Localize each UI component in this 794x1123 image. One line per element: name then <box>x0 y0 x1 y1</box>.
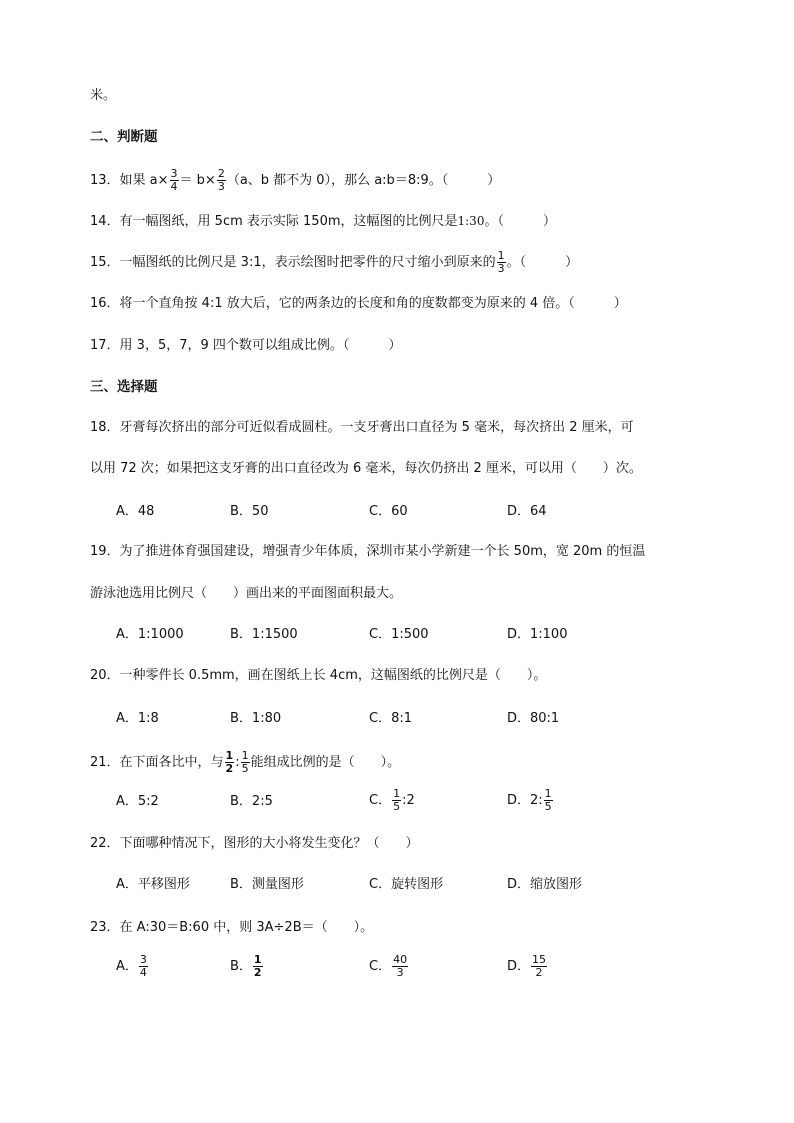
q22-option-d[interactable]: D．缩放图形 <box>507 877 583 892</box>
section-heading-choice: 三、选择题 <box>90 379 158 395</box>
q23-option-a[interactable] <box>116 954 149 979</box>
q21-fraction-1: $\frac{1}{2}$ <box>225 749 234 775</box>
q21-option-d[interactable] <box>507 788 554 813</box>
q13-fraction-2: $\frac{2}{3}$ <box>217 167 225 193</box>
q23-option-c[interactable] <box>369 954 409 979</box>
question-19-line-2: 游泳池选用比例尺（ ）画出来的平面图面积最大。 <box>90 586 403 601</box>
q23-option-c-label: C． <box>369 959 392 974</box>
q23-option-a-label: A． <box>116 959 138 974</box>
q21-option-d-label: D．2: <box>507 793 543 808</box>
q21-colon: : <box>235 755 240 770</box>
q20-option-c[interactable]: C．8:1 <box>369 711 412 726</box>
q21-option-b[interactable]: B．2:5 <box>230 794 273 809</box>
q21-option-d-fraction: $\frac{1}{5}$ <box>544 787 552 813</box>
question-22: 22．下面哪种情况下，图形的大小将发生变化？（ ） <box>90 836 419 851</box>
q14-scale: 1:30 <box>457 214 485 228</box>
q13-text-3: （a、b 都不为 0），那么 a:b＝8:9。（ ） <box>226 173 501 188</box>
q22-option-c[interactable]: C．旋转图形 <box>369 877 444 892</box>
q21-fraction-2: $\frac{1}{5}$ <box>241 749 249 775</box>
question-16: 16．将一个直角按 4:1 放大后，它的两条边的长度和角的度数都变为原来的 4 倍。（ ） <box>90 296 627 311</box>
question-18-line-1: 18．牙膏每次挤出的部分可近似看成圆柱。一支牙膏出口直径为 5 毫米，每次挤出 2 厘米，可 <box>90 420 634 435</box>
q13-text-1: 13．如果 a× <box>90 173 169 188</box>
question-18-line-2: 以用 72 次；如果把这支牙膏的出口直径改为 6 毫米，每次仍挤出 2 厘米，可以用（ ）次。 <box>90 461 642 476</box>
q19-option-d[interactable]: D．1:100 <box>507 627 568 642</box>
q23-option-b-fraction: $\frac{1}{2}$ <box>253 953 262 979</box>
q18-option-b[interactable]: B．50 <box>230 504 269 519</box>
q18-option-a[interactable]: A．48 <box>116 504 155 519</box>
q23-option-d-label: D． <box>507 959 531 974</box>
q21-option-c-label: C． <box>369 793 392 808</box>
q14-text-2: 。（ ） <box>484 214 556 229</box>
q20-option-a[interactable]: A．1:8 <box>116 711 159 726</box>
q23-option-d-fraction: $\frac{15}{2}$ <box>532 953 547 979</box>
top-fragment: 米。 <box>90 88 117 103</box>
q19-option-a[interactable]: A．1:1000 <box>116 627 184 642</box>
q18-option-d[interactable]: D．64 <box>507 504 547 519</box>
q15-text-1: 15．一幅图纸的比例尺是 3:1，表示绘图时把零件的尺寸缩小到原来的 <box>90 255 496 270</box>
q23-option-b-label: B． <box>230 959 252 974</box>
q18-option-c[interactable]: C．60 <box>369 504 408 519</box>
question-19-line-1: 19．为了推进体育强国建设，增强青少年体质，深圳市某小学新建一个长 50m，宽 20m 的恒温 <box>90 544 646 559</box>
q13-fraction-1: $\frac{3}{4}$ <box>170 167 178 193</box>
section-heading-judgement: 二、判断题 <box>90 129 158 145</box>
q14-text-1: 14．有一幅图纸，用 5cm 表示实际 150m，这幅图的比例尺是 <box>90 214 458 229</box>
q15-text-2: 。（ ） <box>506 255 579 270</box>
question-14 <box>90 211 556 232</box>
question-17: 17．用 3，5，7，9 四个数可以组成比例。（ ） <box>90 338 402 353</box>
q21-option-c-tail: :2 <box>402 793 415 808</box>
question-23: 23．在 A:30＝B:60 中，则 3A÷2B＝（ ）。 <box>90 920 374 935</box>
q19-option-b[interactable]: B．1:1500 <box>230 627 298 642</box>
q22-option-b[interactable]: B．测量图形 <box>230 877 304 892</box>
q23-option-d[interactable] <box>507 954 548 979</box>
question-21 <box>90 750 400 775</box>
q21-text-1: 21．在下面各比中，与 <box>90 755 224 770</box>
q22-option-a[interactable]: A．平移图形 <box>116 877 190 892</box>
q21-option-c-fraction: $\frac{1}{5}$ <box>393 787 401 813</box>
q13-text-2: ＝ b× <box>179 173 216 188</box>
q19-option-c[interactable]: C．1:500 <box>369 627 429 642</box>
question-20: 20．一种零件长 0.5mm，画在图纸上长 4cm，这幅图纸的比例尺是（ ）。 <box>90 668 547 683</box>
q23-option-a-fraction: $\frac{3}{4}$ <box>139 953 147 979</box>
q15-fraction: $\frac{1}{3}$ <box>497 249 505 275</box>
q20-option-d[interactable]: D．80:1 <box>507 711 560 726</box>
q21-text-2: 能组成比例的是（ ）。 <box>250 755 401 770</box>
q20-option-b[interactable]: B．1:80 <box>230 711 282 726</box>
q21-option-c[interactable] <box>369 788 415 813</box>
question-13 <box>90 168 500 193</box>
q21-option-a[interactable]: A．5:2 <box>116 794 159 809</box>
q23-option-c-fraction: $\frac{40}{3}$ <box>393 953 408 979</box>
q23-option-b[interactable] <box>230 954 264 979</box>
question-15 <box>90 250 578 275</box>
